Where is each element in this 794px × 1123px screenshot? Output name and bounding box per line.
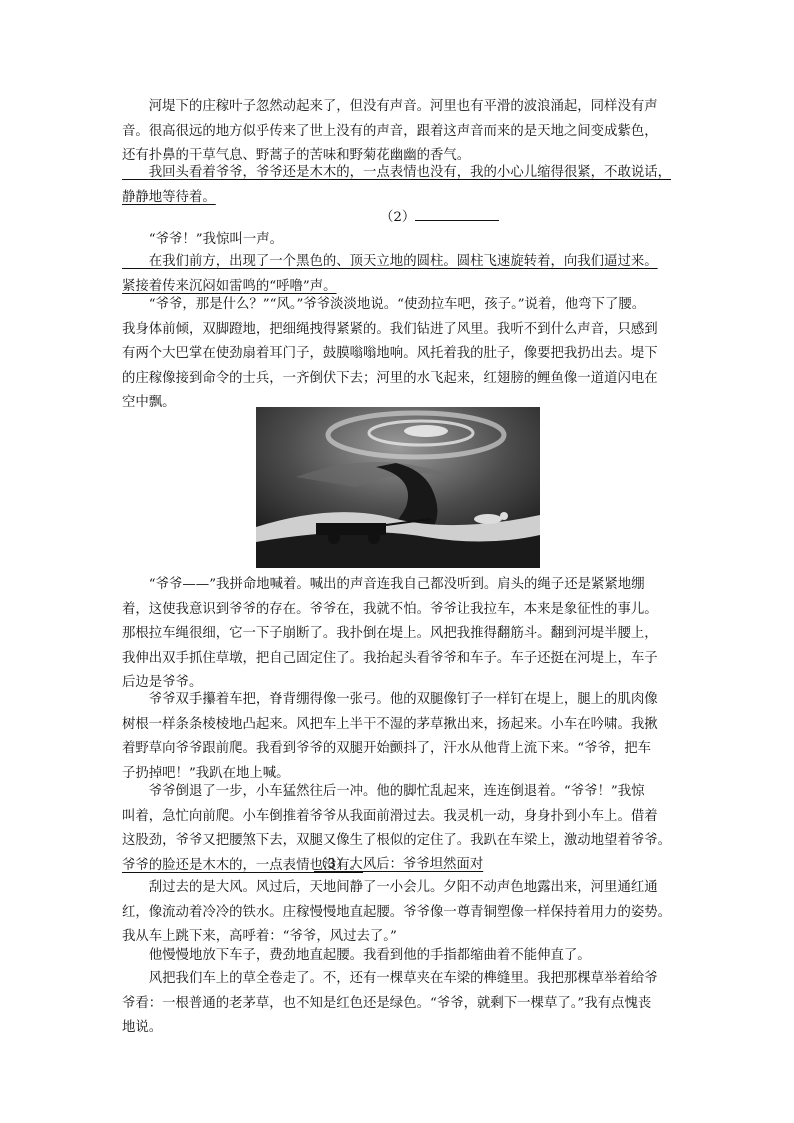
paragraph-7 <box>122 688 678 786</box>
answer-blank <box>415 206 499 221</box>
text-line: 子扔掉吧！”我趴在地上喊。 <box>122 765 290 781</box>
text-line: 这股劲，爷爷又把腰煞下去，双腿又像生了根似的定住了。我趴在车梁上，激动地望着爷爷。 <box>122 833 672 849</box>
underlined-line: 静静地等待着。 <box>122 189 216 205</box>
heading-text: （2） <box>380 210 416 225</box>
underlined-line: 爷爷的脸还是木木的，一点表情也没有。 <box>122 857 364 873</box>
section-heading-3 <box>314 855 483 875</box>
text-line: 爷看：一根普通的老茅草，也不知是红色还是绿色。“爷爷，就剩下一棵草了。”我有点愧丧 <box>122 995 652 1011</box>
text-line: 爷爷双手攥着车把，脊背绷得像一张弓。他的双腿像钉子一样钉在堤上，腿上的肌肉像 <box>122 692 658 707</box>
text-line: “爷爷，那是什么？”“风。”爷爷淡淡地说。“使劲拉车吧，孩子。”说着，他弯下了腰。 <box>122 297 646 312</box>
text-line: “爷爷——”我拼命地喊着。喊出的声音连我自己都没听到。肩头的绳子还是紧紧地绷 <box>122 577 645 592</box>
paragraph-3 <box>122 228 678 253</box>
text-line: 风把我们车上的草全卷走了。不，还有一棵草夹在车梁的榫缝里。我把那棵草举着给爷 <box>122 971 658 986</box>
text-line: 有两个大巴掌在使劲扇着耳门子，鼓膜嗡嗡地响。风托着我的肚子，像要把我扔出去。堤下 <box>122 346 658 362</box>
text-line: 空中飘。 <box>122 395 176 411</box>
text-line: 我从车上跳下来，高呼着：“爷爷，风过去了。” <box>122 929 397 945</box>
text-line: 我身体前倾，双脚蹬地，把细绳拽得紧紧的。我们钻进了风里。我听不到什么声音，只感到 <box>122 321 658 337</box>
paragraph-4 <box>122 250 678 299</box>
paragraph-2 <box>122 161 678 210</box>
underlined-line: 我回头看着爷爷，爷爷还是木木的，一点表情也没有，我的小心儿缩得很紧，不敢说话， <box>122 165 672 180</box>
text-line: 还有扑鼻的干草气息、野蒿子的苦味和野菊花幽幽的香气。 <box>122 148 471 164</box>
paragraph-9 <box>122 876 678 950</box>
heading-text: （3）大风后：爷爷坦然面对 <box>314 857 484 872</box>
text-line: 刮过去的是大风。风过后，天地间静了一小会儿。夕阳不动声色地露出来，河里通红通 <box>122 880 658 895</box>
text-line: 那根拉车绳很细，它一下子崩断了。我扑倒在堤上。风把我推得翻筋斗。翻到河堤半腰上， <box>122 626 658 642</box>
text-line: 树根一样条条棱棱地凸起来。风把车上半干不湿的茅草揪出来，扬起来。小车在吟啸。我揪 <box>122 716 658 732</box>
section-heading-2 <box>380 206 499 228</box>
text-line: 的庄稼像接到命令的士兵，一齐倒伏下去；河里的水飞起来，红翅膀的鲤鱼像一道道闪电在 <box>122 370 658 386</box>
underlined-line: 紧接着传来沉闷如雷鸣的“呼噜”声。 <box>122 278 337 294</box>
text-line: 音。很高很远的地方似乎传来了世上没有的声音，跟着这声音而来的是天地之间变成紫色， <box>122 123 658 139</box>
paragraph-6 <box>122 573 678 696</box>
text-line: 他慢慢地放下车子，费劲地直起腰。我看到他的手指都缩曲着不能伸直了。 <box>122 948 591 963</box>
storm-illustration <box>256 407 540 568</box>
paragraph-5 <box>122 293 678 416</box>
text-line: “爷爷！”我惊叫一声。 <box>122 232 283 247</box>
paragraph-1 <box>122 95 678 169</box>
underlined-line: 在我们前方，出现了一个黑色的、顶天立地的圆柱。圆柱飞速旋转着，向我们逼过来。 <box>122 254 658 269</box>
text-line: 叫着，急忙向前爬。小车倒推着爷爷从我面前滑过去。我灵机一动，身身扑到小车上。借着 <box>122 808 658 824</box>
text-line: 红，像流动着冷冷的铁水。庄稼慢慢地直起腰。爷爷像一尊青铜塑像一样保持着用力的姿势。 <box>122 904 672 920</box>
text-line: 爷爷倒退了一步，小车猛然往后一冲。他的脚忙乱起来，连连倒退着。“爷爷！”我惊 <box>122 784 645 799</box>
paragraph-11 <box>122 967 678 1041</box>
text-line: 地说。 <box>122 1020 163 1036</box>
text-line: 我伸出双手抓住草墩，把自己固定住了。我抬起头看爷爷和车子。车子还挺在河堤上，车子 <box>122 650 658 666</box>
text-line: 着野草向爷爷跟前爬。我看到爷爷的双腿开始颤抖了，汗水从他背上流下来。“爷爷，把车 <box>122 741 652 757</box>
text-line: 着，这使我意识到爷爷的存在。爷爷在，我就不怕。爷爷让我拉车，本来是象征性的事儿。 <box>122 601 658 617</box>
paragraph-10 <box>122 944 678 969</box>
tornado-image <box>256 407 540 568</box>
text-line: 河堤下的庄稼叶子忽然动起来了，但没有声音。河里也有平滑的波浪涌起，同样没有声 <box>122 99 658 114</box>
text-line: 后边是爷爷。 <box>122 675 203 691</box>
